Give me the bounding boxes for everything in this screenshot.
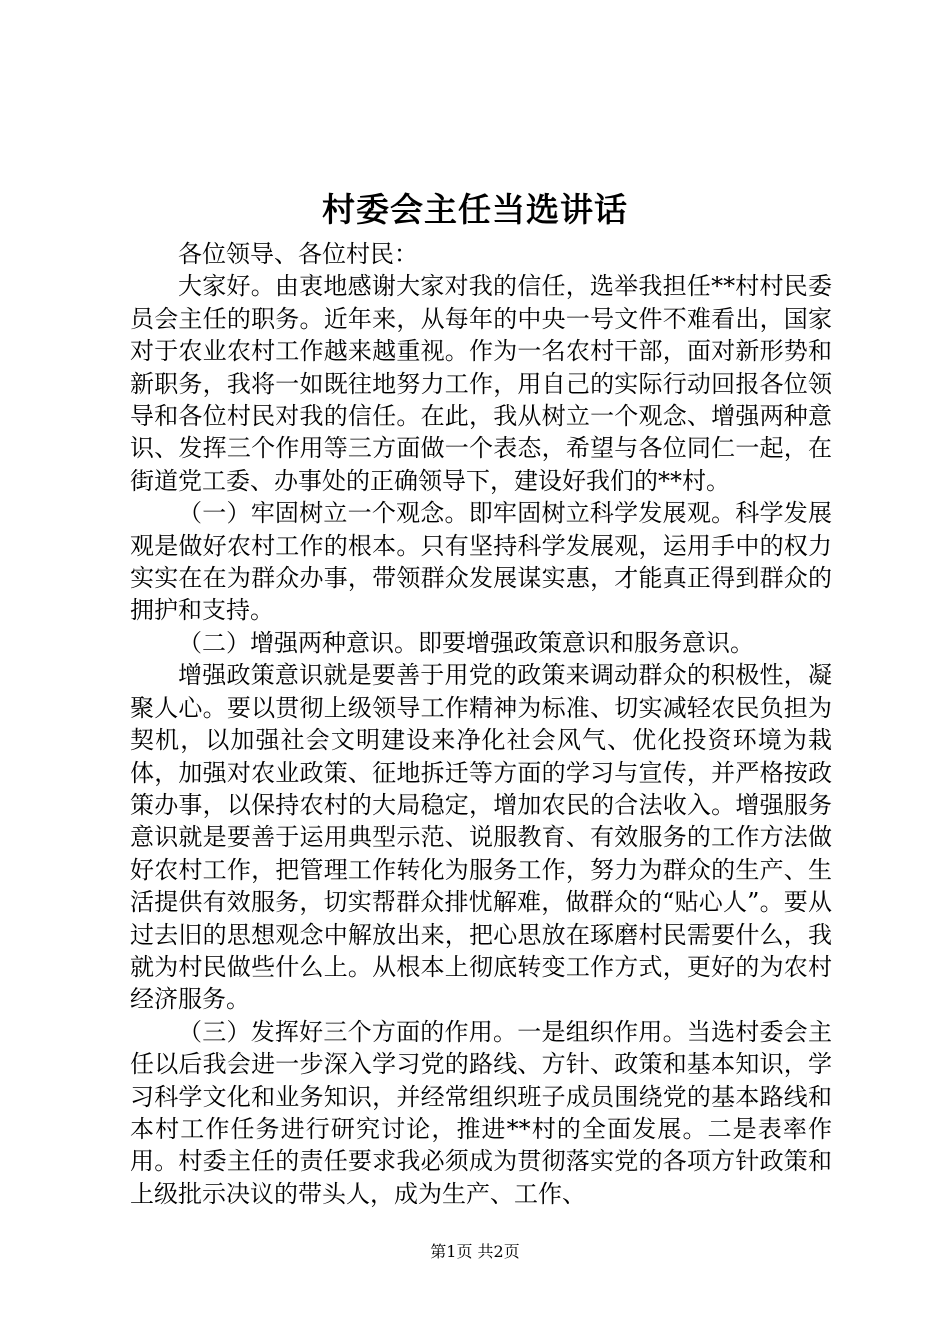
body-paragraph: 大家好。由衷地感谢大家对我的信任，选举我担任**村村民委员会主任的职务。近年来，从每年的中央一号文件不难看出，国家对于农业农村工作越来越重视。作为一名农村干部，面对新形势和新职务，我将一如既往地努力工作，用自己的实际行动回报各位领导和各位村民对我的信任。在此，我从树立一个观念、增强两种意识、发挥三个作用等三方面做一个表态，希望与各位同仁一起，在街道党工委、办事处的正确领导下，建设好我们的**村。 [130, 272, 832, 495]
document-body [130, 238, 832, 1210]
body-paragraph: （一）牢固树立一个观念。即牢固树立科学发展观。科学发展观是做好农村工作的根本。只有坚持科学发展观，运用手中的权力实实在在为群众办事，带领群众发展谋实惠，才能真正得到群众的拥护和支持。 [130, 499, 832, 625]
document-title: 村委会主任当选讲话 [322, 190, 628, 229]
body-paragraph: （三）发挥好三个方面的作用。一是组织作用。当选村委会主任以后我会进一步深入学习党的路线、方针、政策和基本知识，学习科学文化和业务知识，并经常组织班子成员围绕党的基本路线和本村工作任务进行研究讨论，推进**村的全面发展。二是表率作用。村委主任的责任要求我必须成为贯彻落实党的各项方针政策和上级批示决议的带头人，成为生产、工作、 [130, 1017, 832, 1208]
salutation-paragraph: 各位领导、各位村民： [178, 240, 418, 268]
body-paragraph: （二）增强两种意识。即要增强政策意识和服务意识。 [178, 628, 754, 657]
page-footer: 第1页 共2页 [430, 1242, 520, 1261]
body-paragraph: 增强政策意识就是要善于用党的政策来调动群众的积极性，凝聚人心。要以贯彻上级领导工作精神为标准、切实减轻农民负担为契机，以加强社会文明建设来净化社会风气、优化投资环境为栽体，加强对农业政策、征地拆迁等方面的学习与宣传，并严格按政策办事，以保持农村的大局稳定，增加农民的合法收入。增强服务意识就是要善于运用典型示范、说服教育、有效服务的工作方法做好农村工作，把管理工作转化为服务工作，努力为群众的生产、生活提供有效服务，切实帮群众排忧解难，做群众的“贴心人”。要从过去旧的思想观念中解放出来，把心思放在琢磨村民需要什么，我就为村民做些什么上。从根本上彻底转变工作方式，更好的为农村经济服务。 [130, 661, 832, 1014]
